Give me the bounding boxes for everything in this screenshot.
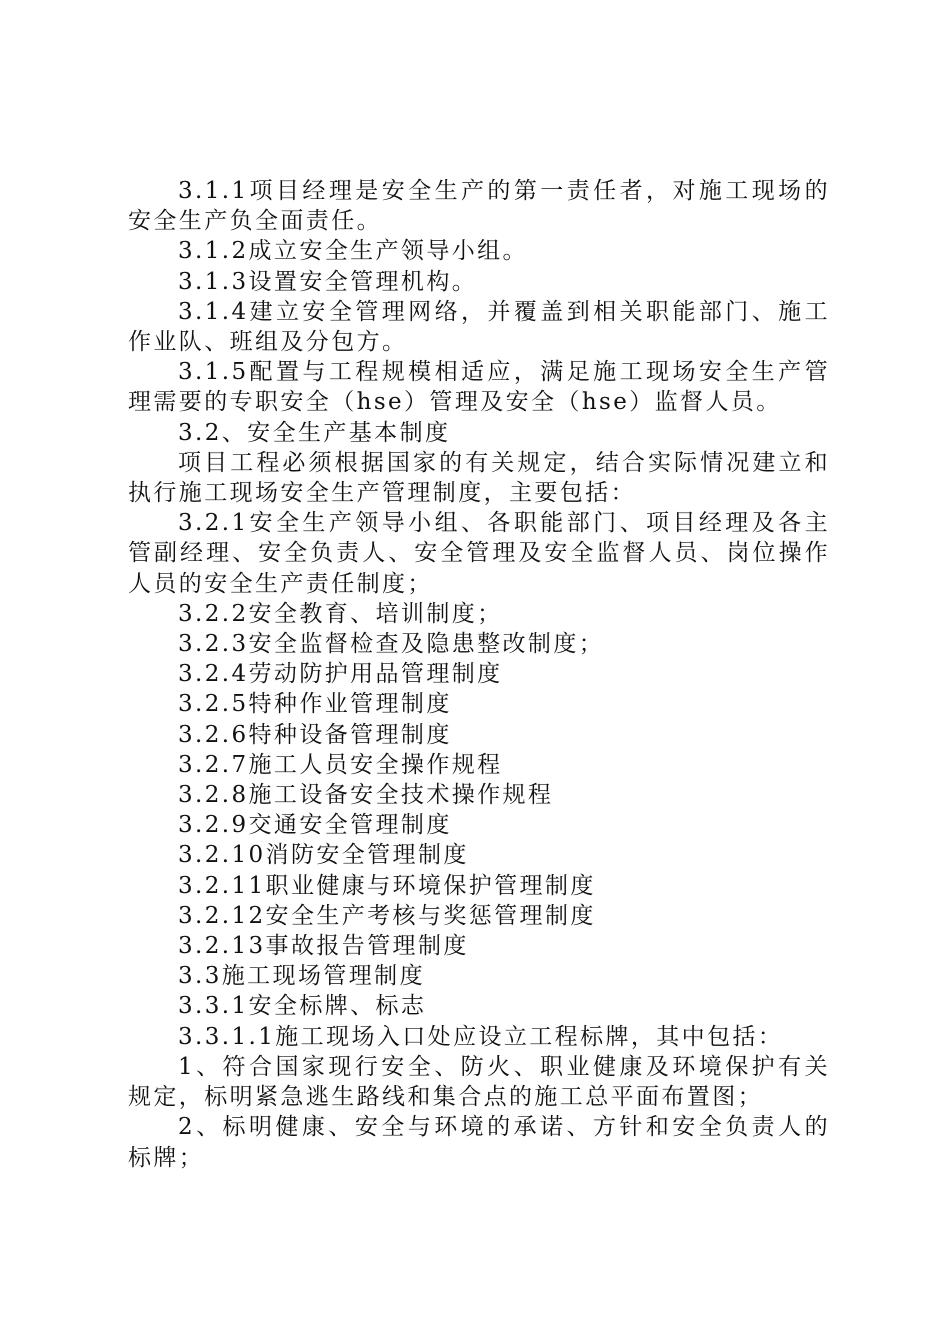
list-item: 3.2.6特种设备管理制度 (178, 721, 452, 748)
list-item: 3.2.11职业健康与环境保护管理制度 (178, 872, 596, 899)
document-body (128, 176, 830, 1173)
list-item: 3.2.5特种作业管理制度 (178, 691, 452, 718)
list-item: 3.2.2安全教育、培训制度； (178, 600, 503, 627)
paragraph: 3.3.1.1施工现场入口处应设立工程标牌，其中包括： (178, 1023, 784, 1050)
section-heading: 3.2、安全生产基本制度 (178, 419, 451, 446)
subsection-heading: 3.3.1安全标牌、标志 (178, 993, 427, 1020)
paragraph: 3.1.1项目经理是安全生产的第一责任者，对施工现场的安全生产负全面责任。 (128, 178, 830, 235)
paragraph: 3.1.3设置安全管理机构。 (178, 268, 478, 295)
list-item: 3.2.7施工人员安全操作规程 (178, 751, 503, 778)
list-item: 3.2.12安全生产考核与奖惩管理制度 (178, 902, 596, 929)
list-item: 3.2.3安全监督检查及隐患整改制度； (178, 631, 605, 658)
list-item: 1、符合国家现行安全、防火、职业健康及环境保护有关规定，标明紧急逃生路线和集合点的施工总平面布置图； (128, 1053, 830, 1111)
list-item: 3.2.8施工设备安全技术操作规程 (178, 782, 554, 809)
list-item: 3.2.10消防安全管理制度 (178, 842, 469, 869)
paragraph: 3.2.1安全生产领导小组、各职能部门、项目经理及各主管副经理、安全负责人、安全管理及安全监督人员、岗位操作人员的安全生产责任制度； (128, 510, 830, 597)
list-item: 3.2.9交通安全管理制度 (178, 812, 452, 839)
paragraph: 3.1.5配置与工程规模相适应，满足施工现场安全生产管理需要的专职安全（hse）管理及安全（hse）监督人员。 (128, 359, 830, 416)
section-heading: 3.3施工现场管理制度 (178, 963, 425, 990)
paragraph: 3.1.4建立安全管理网络，并覆盖到相关职能部门、施工作业队、班组及分包方。 (128, 298, 830, 356)
paragraph: 3.1.2成立安全生产领导小组。 (178, 238, 528, 265)
list-item: 3.2.13事故报告管理制度 (178, 933, 469, 960)
paragraph: 项目工程必须根据国家的有关规定，结合实际情况建立和执行施工现场安全生产管理制度，主要包括： (128, 449, 830, 507)
list-item: 2、标明健康、安全与环境的承诺、方针和安全负责人的标牌； (128, 1114, 830, 1171)
list-item: 3.2.4劳动防护用品管理制度 (178, 661, 503, 688)
